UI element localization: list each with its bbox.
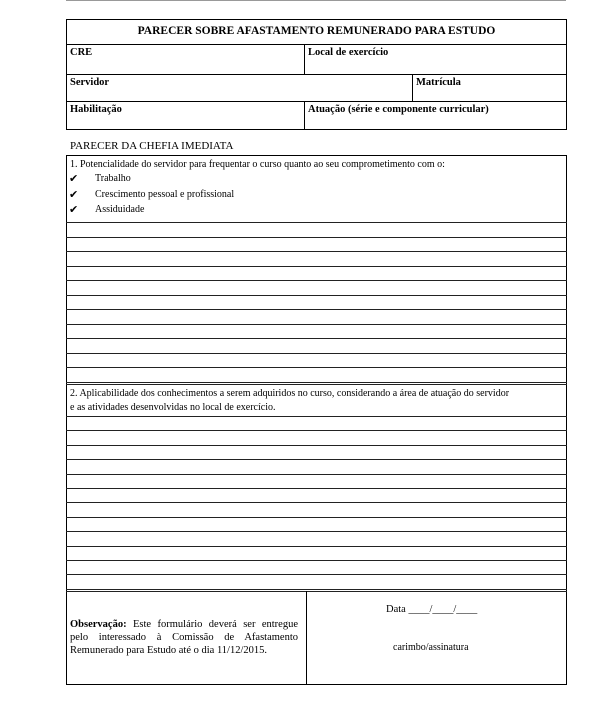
atuacao-field-label: Atuação (série e componente curricular)	[308, 104, 489, 115]
writing-line	[66, 222, 567, 223]
check-item-label: Assiduidade	[95, 204, 145, 215]
writing-line	[66, 384, 567, 385]
observation-text: Este formulário deverá ser entregue pelo interessado à Comissão de Afastamento Remunerado para Estudo até o dia 11/12/2015.	[70, 619, 298, 656]
check-item-label: Trabalho	[95, 173, 131, 184]
cre-field-label: CRE	[70, 47, 93, 58]
writing-line	[66, 338, 567, 339]
writing-line	[66, 416, 567, 417]
checkmark-icon: ✔	[69, 203, 79, 216]
item2-question-line1: 2. Aplicabilidade dos conhecimentos a serem adquiridos no curso, considerando a área de atuação do servidor	[70, 388, 510, 399]
checkmark-icon: ✔	[69, 188, 79, 201]
signature-label: carimbo/assinatura	[393, 642, 469, 653]
writing-line	[66, 445, 567, 446]
habilitacao-field-label: Habilitação	[70, 104, 122, 115]
writing-line	[66, 574, 567, 575]
checkmark-icon: ✔	[69, 172, 79, 185]
servidor-field-label: Servidor	[70, 77, 110, 88]
writing-line	[66, 251, 567, 252]
local-exercicio-field-label: Local de exercício	[308, 47, 389, 58]
writing-line	[66, 591, 567, 592]
writing-line	[66, 353, 567, 354]
form-title: PARECER SOBRE AFASTAMENTO REMUNERADO PARA ESTUDO	[137, 25, 496, 37]
top-page-rule	[66, 0, 566, 1]
writing-line	[66, 560, 567, 561]
writing-line	[66, 517, 567, 518]
writing-line	[66, 295, 567, 296]
item2-question-line2: e as atividades desenvolvidas no local de exercício.	[70, 402, 276, 413]
writing-line	[66, 280, 567, 281]
writing-line	[66, 324, 567, 325]
matricula-field-label: Matrícula	[416, 77, 461, 88]
writing-line	[66, 382, 567, 383]
writing-line	[66, 531, 567, 532]
header-col-divider	[304, 101, 305, 130]
observation-label: Observação:	[70, 619, 127, 630]
check-item-label: Crescimento pessoal e profissional	[95, 189, 235, 200]
item1-question: 1. Potencialidade do servidor para frequentar o curso quanto ao seu comprometimento com o:	[70, 159, 445, 170]
writing-line	[66, 589, 567, 590]
observation-note	[70, 618, 298, 657]
section-title: PARECER DA CHEFIA IMEDIATA	[70, 140, 234, 152]
writing-line	[66, 459, 567, 460]
header-divider	[66, 101, 567, 102]
footer-col-divider	[306, 591, 307, 685]
writing-line	[66, 546, 567, 547]
date-field: Data ____/____/____	[386, 604, 478, 615]
header-col-divider	[304, 44, 305, 74]
header-divider	[66, 44, 567, 45]
writing-line	[66, 367, 567, 368]
opinion-box	[66, 155, 567, 685]
writing-line	[66, 430, 567, 431]
writing-line	[66, 266, 567, 267]
writing-line	[66, 237, 567, 238]
header-divider	[66, 74, 567, 75]
writing-line	[66, 488, 567, 489]
header-col-divider	[412, 74, 413, 101]
writing-line	[66, 309, 567, 310]
writing-line	[66, 474, 567, 475]
writing-line	[66, 502, 567, 503]
